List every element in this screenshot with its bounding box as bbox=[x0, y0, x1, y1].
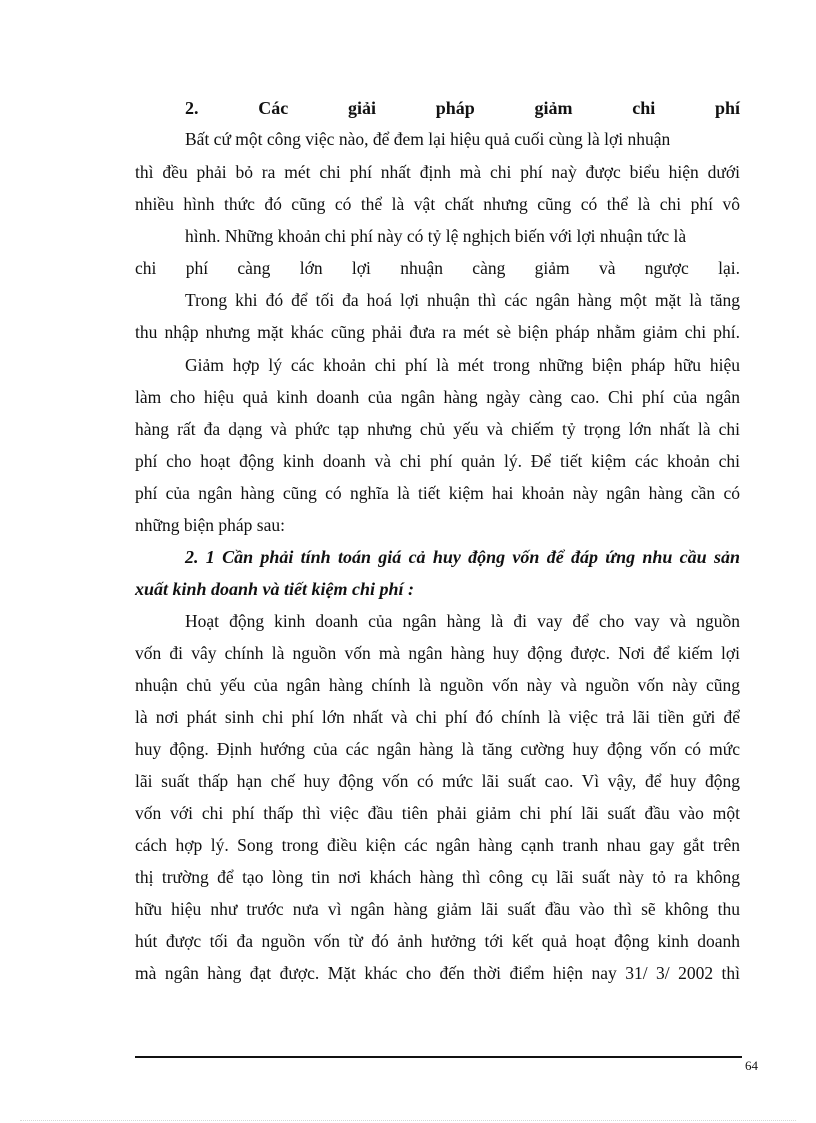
body-line: hữu hiệu như trước nưa vì ngân hàng giảm lãi suất đầu vào thì sẽ không thu bbox=[135, 899, 740, 919]
body-line: lãi suất thấp hạn chế huy động vốn có mức lãi suất cao. Vì vậy, để huy động bbox=[135, 771, 740, 791]
body-line: làm cho hiệu quả kinh doanh của ngân hàng ngày càng cao. Chi phí của ngân bbox=[135, 387, 740, 407]
body-line: hàng rất đa dạng và phức tạp nhưng chủ yếu và chiếm tỷ trọng lớn nhất là chi bbox=[135, 419, 740, 439]
body-line: phí của ngân hàng cũng có nghĩa là tiết kiệm hai khoản này ngân hàng cần có bbox=[135, 483, 740, 503]
body-line: Bất cứ một công việc nào, để đem lại hiệu quả cuối cùng là lợi nhuận bbox=[185, 129, 671, 149]
body-line: nhuận chủ yếu của ngân hàng chính là nguồn vốn này và nguồn vốn này cũng bbox=[135, 675, 740, 695]
body-line: cách hợp lý. Song trong điều kiện các ngân hàng cạnh tranh nhau gay gắt trên bbox=[135, 835, 740, 855]
body-line: huy động. Định hướng của các ngân hàng là tăng cường huy động vốn có mức bbox=[135, 739, 740, 759]
body-line: mà ngân hàng đạt được. Mặt khác cho đến thời điểm hiện nay 31/ 3/ 2002 thì bbox=[135, 963, 740, 983]
footer-rule bbox=[135, 1056, 742, 1058]
body-line: hình. Những khoản chi phí này có tỷ lệ nghịch biến với lợi nhuận tức là bbox=[185, 226, 687, 246]
body-line: chi phí càng lớn lợi nhuận càng giảm và ngược lại. bbox=[135, 258, 740, 278]
body-line: Giảm hợp lý các khoản chi phí là mét trong những biện pháp hữu hiệu bbox=[185, 355, 740, 375]
section-heading: 2. Các giải pháp giảm chi phí bbox=[185, 98, 740, 118]
body-line: Trong khi đó để tối đa hoá lợi nhuận thì các ngân hàng một mặt là tăng bbox=[185, 290, 740, 310]
body-line: vốn đi vây chính là nguồn vốn mà ngân hàng huy động được. Nơi để kiếm lợi bbox=[135, 643, 740, 663]
body-line: phí cho hoạt động kinh doanh và chi phí quản lý. Để tiết kiệm các khoản chi bbox=[135, 451, 740, 471]
body-line: thu nhập nhưng mặt khác cũng phải đưa ra mét sè biện pháp nhằm giảm chi phí. bbox=[135, 322, 740, 342]
body-line: là nơi phát sinh chi phí lớn nhất và chi phí đó chính là việc trả lãi tiền gửi để bbox=[135, 707, 740, 727]
body-line: Hoạt động kinh doanh của ngân hàng là đi vay để cho vay và nguồn bbox=[185, 611, 740, 631]
body-line: nhiều hình thức đó cũng có thể là vật chất nhưng cũng có thể là chi phí vô bbox=[135, 194, 740, 214]
page-edge-divider bbox=[20, 1120, 796, 1121]
body-line: những biện pháp sau: bbox=[135, 515, 285, 535]
subsection-heading: 2. 1 Cần phải tính toán giá cả huy động vốn để đáp ứng nhu cầu sản bbox=[185, 547, 740, 567]
page-number: 64 bbox=[745, 1058, 758, 1073]
body-line: vốn với chi phí thấp thì việc đầu tiên phải giảm chi phí lãi suất đầu vào một bbox=[135, 803, 740, 823]
body-line: hút được tối đa nguồn vốn từ đó ảnh hưởng tới kết quả hoạt động kinh doanh bbox=[135, 931, 740, 951]
body-line: thì đều phải bỏ ra mét chi phí nhất định mà chi phí naỳ được biểu hiện dưới bbox=[135, 162, 740, 182]
subsection-heading-continued: xuất kinh doanh và tiết kiệm chi phí : bbox=[135, 579, 415, 599]
body-line: thị trường để tạo lòng tin nơi khách hàng thì công cụ lãi suất này tỏ ra không bbox=[135, 867, 740, 887]
